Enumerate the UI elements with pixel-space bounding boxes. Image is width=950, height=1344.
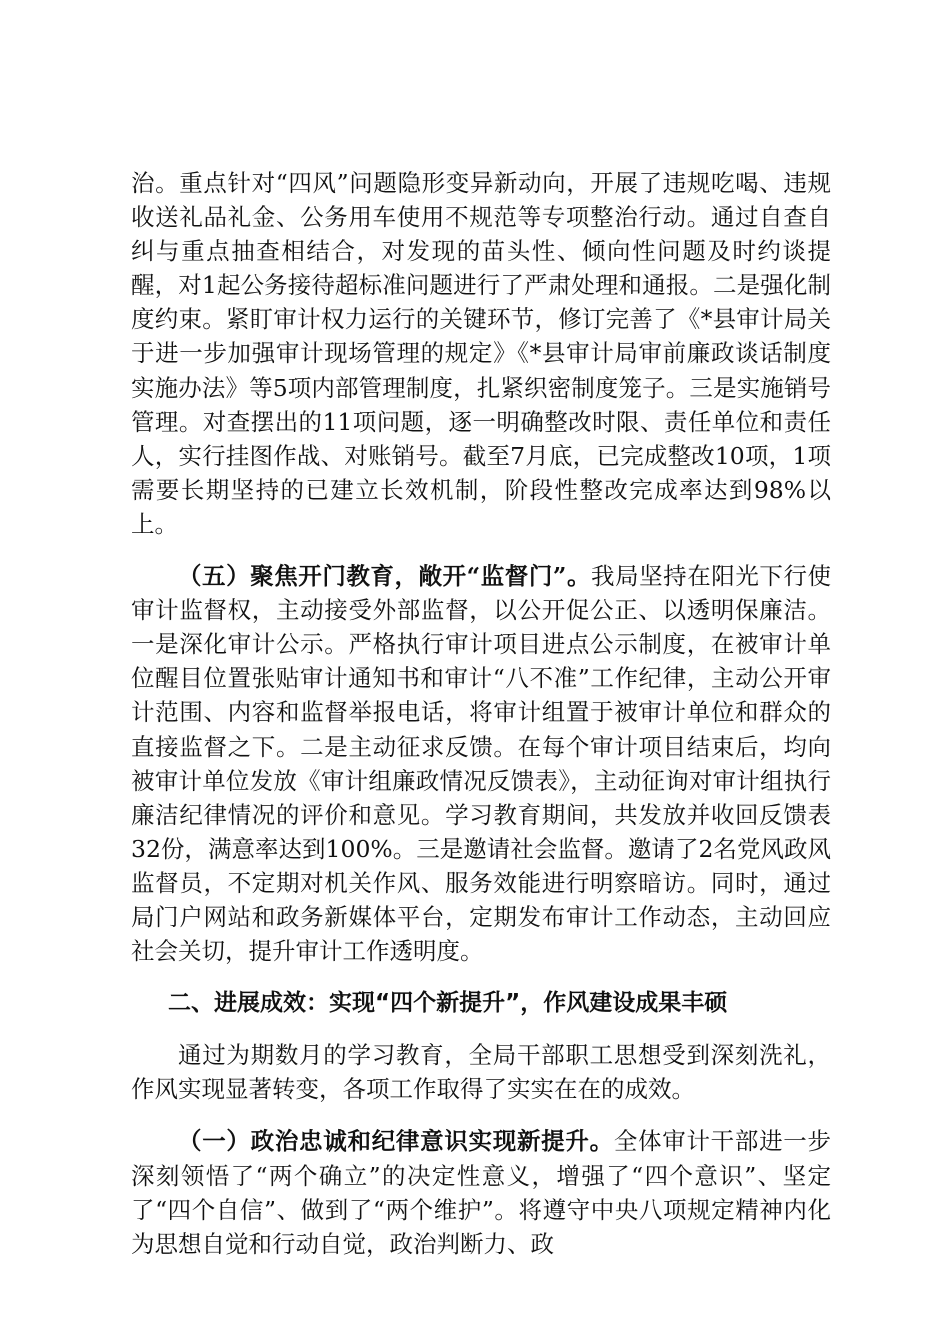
paragraph-section-one xyxy=(131,1124,831,1260)
section-one-lead: （一）政治忠诚和纪律意识实现新提升。 xyxy=(178,1127,614,1156)
heading-progress-results: 二、进展成效：实现“四个新提升”，作风建设成果丰硕 xyxy=(168,990,728,1017)
section-one-body: 全体审计干部进一步深刻领悟了“两个确立”的决定性意义，增强了“四个意识”、坚定了“四个自信”、做到了“两个维护”。将遵守中央八项规定精神内化为思想自觉和行动自觉，政治判断力、政 xyxy=(131,1127,832,1258)
document-body xyxy=(131,166,831,1261)
section-five-lead: （五）聚焦开门教育，敞开“监督门”。 xyxy=(178,562,592,591)
paragraph-continuation: 治。重点针对“四风”问题隐形变异新动向，开展了违规吃喝、违规收送礼品礼金、公务用车使用不规范等专项整治行动。通过自查自纠与重点抽查相结合，对发现的苗头性、倾向性问题及时约谈提醒，对1起公务接待超标准问题进行了严肃处理和通报。二是强化制度约束。紧盯审计权力运行的关键环节，修订完善了《*县审计局关于进一步加强审计现场管理的规定》《*县审计局审前廉政谈话制度实施办法》等5项内部管理制度，扎紧织密制度笼子。三是实施销号管理。对查摆出的11项问题，逐一明确整改时限、责任单位和责任人，实行挂图作战、对账销号。截至7月底，已完成整改10项，1项需要长期坚持的已建立长效机制，阶段性整改完成率达到98%以上。 xyxy=(131,169,831,538)
paragraph-section-five xyxy=(131,559,831,968)
paragraph-results-intro: 通过为期数月的学习教育，全局干部职工思想受到深刻洗礼，作风实现显著转变，各项工作取得了实实在在的成效。 xyxy=(131,1041,831,1104)
section-five-body: 我局坚持在阳光下行使审计监督权，主动接受外部监督，以公开促公正、以透明保廉洁。一是深化审计公示。严格执行审计项目进点公示制度，在被审计单位醒目位置张贴审计通知书和审计“八不准”工作纪律，主动公开审计范围、内容和监督举报电话，将审计组置于被审计单位和群众的直接监督之下。二是主动征求反馈。在每个审计项目结束后，均向被审计单位发放《审计组廉政情况反馈表》，主动征询对审计组执行廉洁纪律情况的评价和意见。学习教育期间，共发放并收回反馈表32份，满意率达到100%。三是邀请社会监督。邀请了2名党风政风监督员，不定期对机关作风、服务效能进行明察暗访。同时，通过局门户网站和政务新媒体平台，定期发布审计工作动态，主动回应社会关切，提升审计工作透明度。 xyxy=(131,562,831,966)
